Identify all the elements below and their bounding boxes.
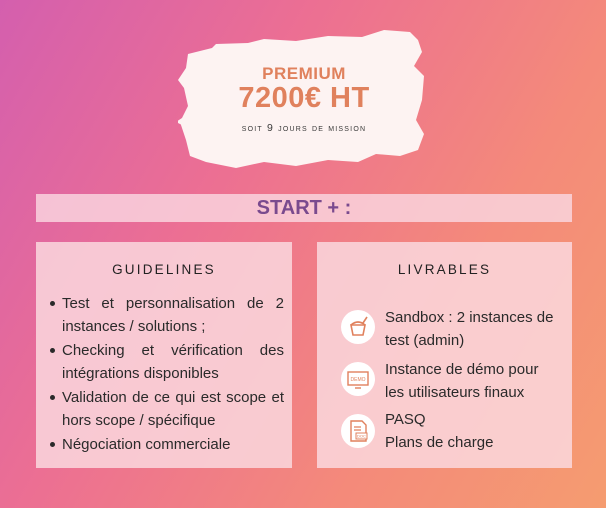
livrable-line: test (admin): [385, 332, 465, 349]
list-item: Validation de ce qui est scope et hors scope / spécifique: [50, 386, 284, 432]
livrables-card: [317, 242, 572, 468]
demo-icon-label: DEMO: [350, 377, 366, 383]
offer-duration: soit 9 jours de mission: [241, 122, 367, 134]
demo-screen-icon: [341, 362, 375, 396]
offer-price: 7200€ HT: [238, 82, 370, 114]
livrable-line: Instance de démo pour: [385, 361, 539, 378]
section-title-bar: [36, 194, 572, 222]
doc-icon-label: DOC: [357, 433, 366, 439]
price-badge: [178, 22, 430, 178]
sandbox-icon: [341, 310, 375, 344]
guidelines-title: GUIDELINES: [112, 262, 216, 277]
offer-tier: PREMIUM: [262, 64, 346, 83]
list-item: Checking et vérification des intégrations disponibles: [50, 339, 284, 385]
livrables-title: LIVRABLES: [397, 262, 492, 277]
list-item: Test et personnalisation de 2 instances / solutions ;: [50, 292, 284, 338]
guidelines-card: [36, 242, 292, 468]
document-icon: [341, 414, 375, 448]
guidelines-list: [50, 292, 284, 457]
list-item: Négociation commerciale: [50, 433, 284, 456]
livrable-line: Plans de charge: [385, 434, 494, 451]
livrable-line: Sandbox : 2 instances de: [385, 309, 554, 326]
section-title: START + :: [256, 196, 352, 219]
livrable-line: les utilisateurs finaux: [385, 384, 525, 401]
livrable-line: PASQ: [385, 411, 426, 428]
